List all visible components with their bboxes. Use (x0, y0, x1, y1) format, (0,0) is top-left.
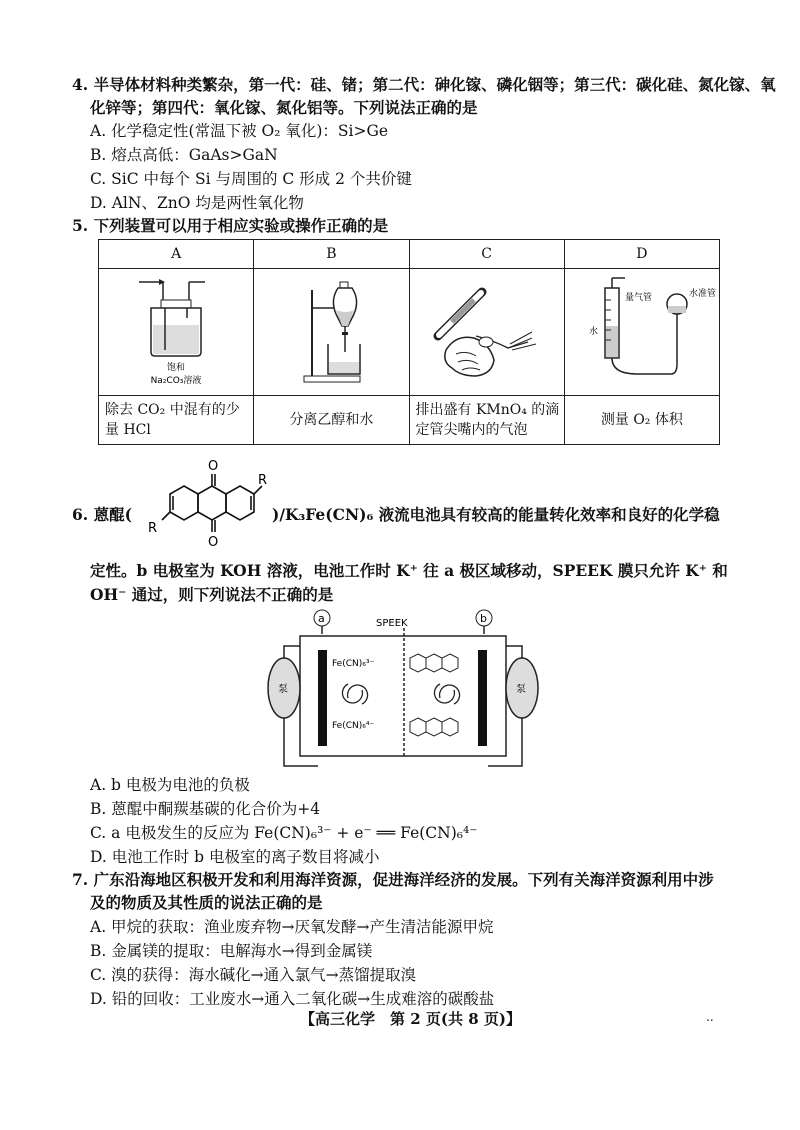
mol-r-left: R (148, 521, 158, 536)
q7-stem-line2: 及的物质及其性质的说法正确的是 (90, 893, 323, 912)
q4-stem-line1: 4. 半导体材料种类繁杂，第一代：硅、锗；第二代：砷化镓、磷化铟等；第三代：碳化硅、氮化镓、氧 (72, 75, 776, 94)
q6-stem-line3: OH⁻ 通过，则下列说法不正确的是 (90, 585, 334, 604)
q4-option-d: D. AlN、ZnO 均是两性氧化物 (90, 194, 304, 212)
q6-stem-line2: 定性。b 电极室为 KOH 溶液，电池工作时 K⁺ 往 a 极区域移动，SPEEK 膜只允许 K⁺ 和 (90, 561, 728, 580)
q4-stem-line2: 化锌等；第四代：氧化镓、氮化铝等。下列说法正确的是 (90, 98, 478, 117)
q6-option-c: C. a 电极发生的反应为 Fe(CN)₆³⁻ + e⁻ ══ Fe(CN)₆⁴⁻ (90, 824, 478, 842)
q7-stem-line1: 7. 广东沿海地区积极开发和利用海洋资源，促进海洋经济的发展。下列有关海洋资源利用中涉 (72, 870, 714, 889)
pump-right-label: 泵 (516, 684, 526, 695)
membrane-label: SPEEK (376, 618, 408, 629)
label-gas-tube: 量气管 (624, 293, 652, 303)
q4-option-c: C. SiC 中每个 Si 与周围的 C 形成 2 个共价键 (90, 170, 412, 188)
header-a: A (99, 240, 254, 269)
q5-stem: 5. 下列装置可以用于相应实验或操作正确的是 (72, 216, 389, 235)
apparatus-d-cell (564, 269, 719, 396)
q6-option-d: D. 电池工作时 b 电极室的离子数目将减小 (90, 848, 380, 866)
q7-option-c: C. 溴的获得：海水碱化→通入氯气→蒸馏提取溴 (90, 966, 417, 984)
header-d: D (564, 240, 719, 269)
apparatus-a-cell (99, 269, 254, 396)
apparatus-b-cell (254, 269, 409, 396)
species-fe-cn6-4: Fe(CN)₆⁴⁻ (332, 721, 375, 731)
q4-option-b: B. 熔点高低：GaAs>GaN (90, 146, 278, 164)
apparatus-c-cell (409, 269, 564, 396)
gas-measuring-tube-icon (567, 270, 717, 390)
q6-option-a: A. b 电极为电池的负极 (90, 776, 250, 794)
q7-option-b: B. 金属镁的提取：电解海水→得到金属镁 (90, 942, 373, 960)
description-c: 排出盛有 KMnO₄ 的滴 定管尖嘴内的气泡 (409, 396, 564, 445)
flow-battery-diagram (258, 606, 548, 774)
label-saturated: 饱和 (167, 363, 186, 373)
label-level-tube: 水准管 (688, 289, 716, 299)
pump-left-label: 泵 (278, 684, 288, 695)
gas-washing-bottle-icon (101, 270, 251, 390)
corner-mark: .. (706, 1010, 714, 1024)
label-water: 水 (588, 327, 598, 337)
description-d: 测量 O₂ 体积 (564, 396, 719, 445)
label-na2co3-solution: Na₂CO₃溶液 (150, 376, 202, 386)
burette-bubble-removal-icon (412, 270, 562, 390)
description-b: 分离乙醇和水 (254, 396, 409, 445)
separatory-funnel-icon (256, 270, 406, 390)
mol-o-top: O (208, 459, 219, 474)
species-fe-cn6-3: Fe(CN)₆³⁻ (332, 659, 375, 669)
electrode-b-label: b (480, 612, 487, 625)
mol-o-bottom: O (208, 535, 219, 550)
header-b: B (254, 240, 409, 269)
q7-option-a: A. 甲烷的获取：渔业废弃物→厌氧发酵→产生清洁能源甲烷 (90, 918, 494, 936)
mol-r-right: R (258, 473, 268, 488)
q6-stem-prefix: 6. 蒽醌( (72, 505, 132, 524)
q6-option-b: B. 蒽醌中酮羰基碳的化合价为+4 (90, 800, 321, 818)
q4-option-a: A. 化学稳定性(常温下被 O₂ 氧化)：Si>Ge (90, 122, 389, 140)
q6-stem-suffix: )/K₃Fe(CN)₆ 液流电池具有较高的能量转化效率和良好的化学稳 (272, 505, 720, 524)
description-a: 除去 CO₂ 中混有的少 量 HCl (99, 396, 254, 445)
anthraquinone-structure-icon (140, 456, 270, 552)
q7-option-d: D. 铅的回收：工业废水→通入二氧化碳→生成难溶的碳酸盐 (90, 990, 495, 1008)
page-footer: 【高三化学 第 2 页(共 8 页)】 (300, 1010, 521, 1028)
apparatus-table (98, 239, 720, 445)
header-c: C (409, 240, 564, 269)
electrode-a-label: a (318, 612, 325, 625)
